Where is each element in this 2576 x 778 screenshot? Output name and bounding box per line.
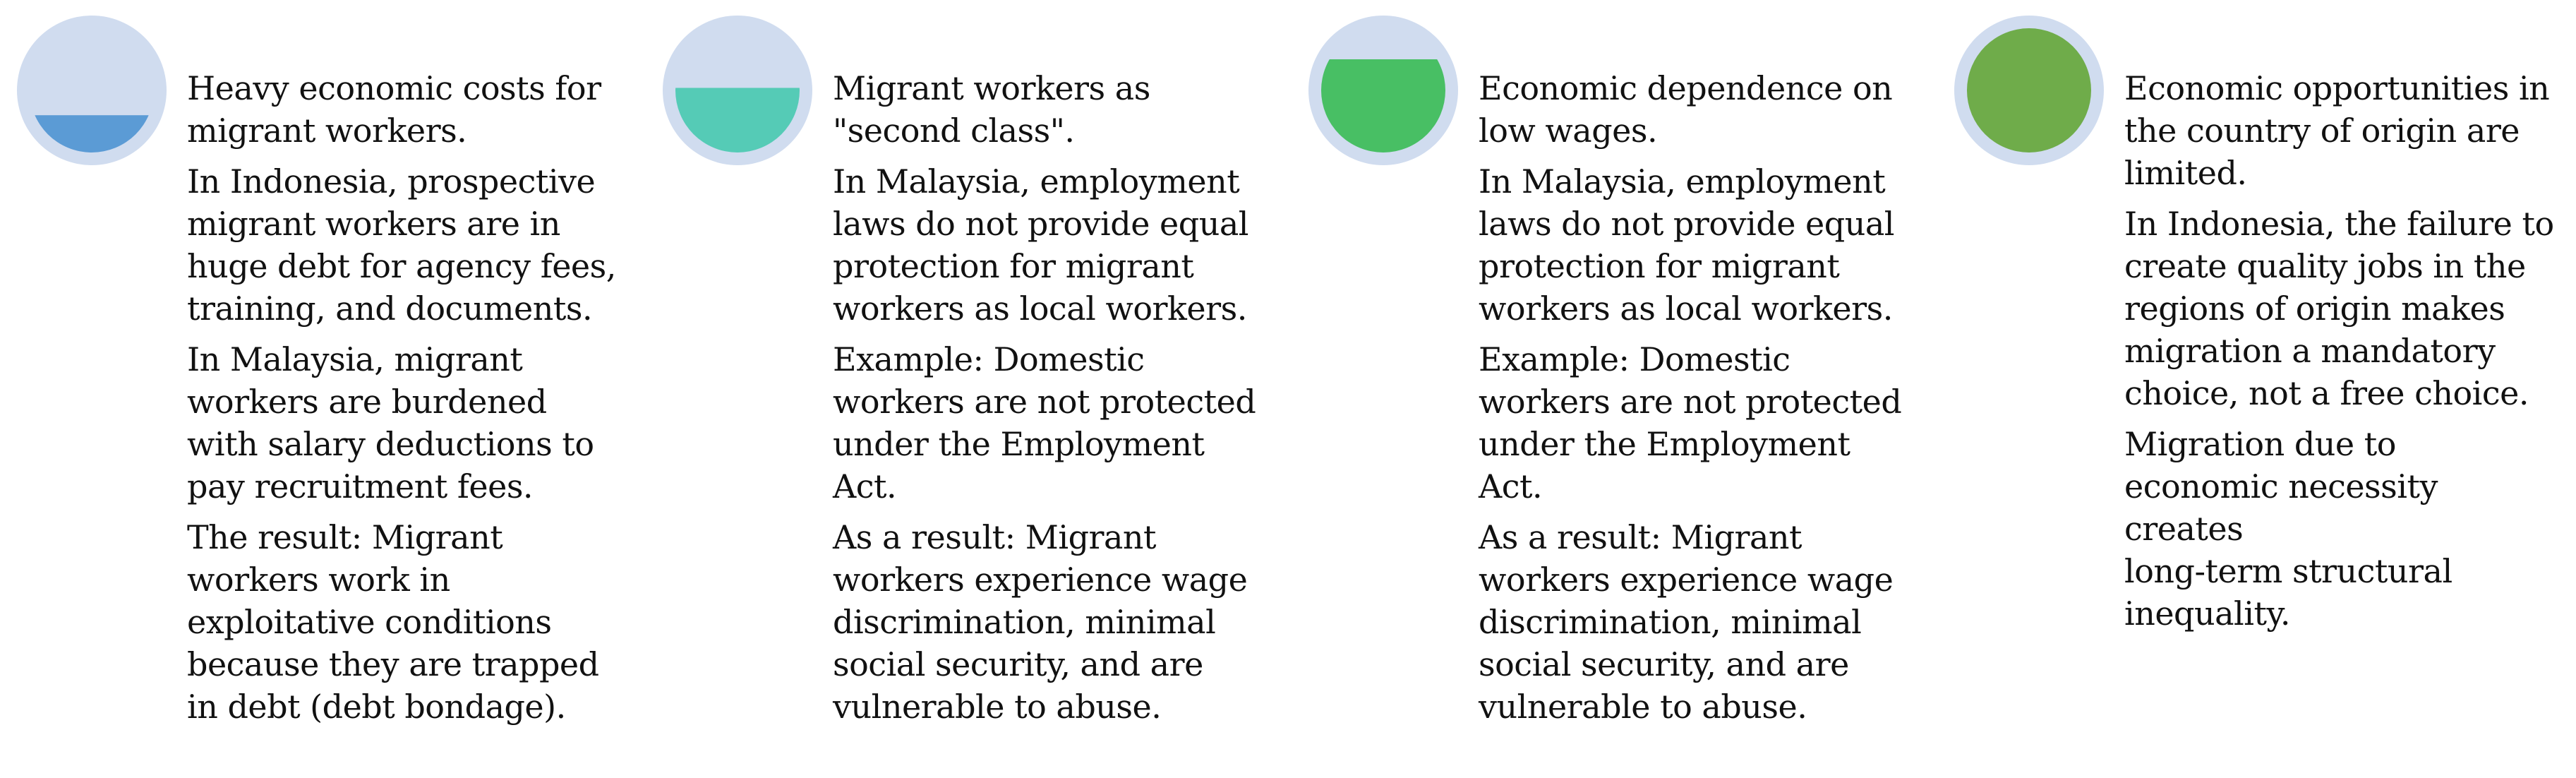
paragraph: As a result: Migrant workers experience wage discrimination, minimal social security, and are vulnerable to abuse.: [833, 518, 1248, 726]
fill-level-gauge: [663, 16, 812, 165]
paragraph: Example: Domestic workers are not protected under the Employment Act.: [1479, 340, 1902, 505]
gauge-graphic: [1954, 16, 2104, 165]
fill-level-gauge: [17, 16, 167, 165]
column-2: [646, 0, 1281, 778]
gauge-graphic: [1308, 16, 1458, 165]
paragraph: In Malaysia, employment laws do not provide equal protection for migrant workers as local workers.: [833, 162, 1248, 328]
paragraph: In Indonesia, prospective migrant workers are in huge debt for agency fees, training, and documents.: [187, 162, 616, 328]
gauge-graphic: [663, 16, 812, 165]
paragraph: In Indonesia, the failure to create quality jobs in the regions of origin makes migration a mandatory choice, not a free choice.: [2124, 205, 2554, 412]
column-4: [1937, 0, 2572, 778]
text-block: [1479, 67, 1916, 736]
paragraph: Example: Domestic workers are not protected under the Employment Act.: [833, 340, 1256, 505]
paragraph: The result: Migrant workers work in exploitative conditions because they are trapped in debt (debt bondage).: [187, 518, 599, 726]
gauge-graphic: [17, 16, 167, 165]
text-block: [187, 67, 625, 736]
gauge-fill: [1967, 28, 2091, 152]
text-block: [2124, 67, 2562, 643]
heading: Economic dependence on low wages.: [1479, 69, 1893, 150]
paragraph: Migration due to economic necessity creates long-term structural inequality.: [2124, 425, 2452, 633]
paragraph: As a result: Migrant workers experience wage discrimination, minimal social security, and are vulnerable to abuse.: [1479, 518, 1894, 726]
text-block: [833, 67, 1270, 736]
column-1: [0, 0, 635, 778]
heading: Economic opportunities in the country of origin are limited.: [2124, 69, 2550, 192]
fill-level-gauge: [1308, 16, 1458, 165]
column-3: [1292, 0, 1927, 778]
paragraph: In Malaysia, employment laws do not provide equal protection for migrant workers as local workers.: [1479, 162, 1894, 328]
heading: Migrant workers as "second class".: [833, 69, 1150, 150]
heading: Heavy economic costs for migrant workers.: [187, 69, 601, 150]
fill-level-gauge: [1954, 16, 2104, 165]
paragraph: In Malaysia, migrant workers are burdened with salary deductions to pay recruitment fees.: [187, 340, 594, 505]
